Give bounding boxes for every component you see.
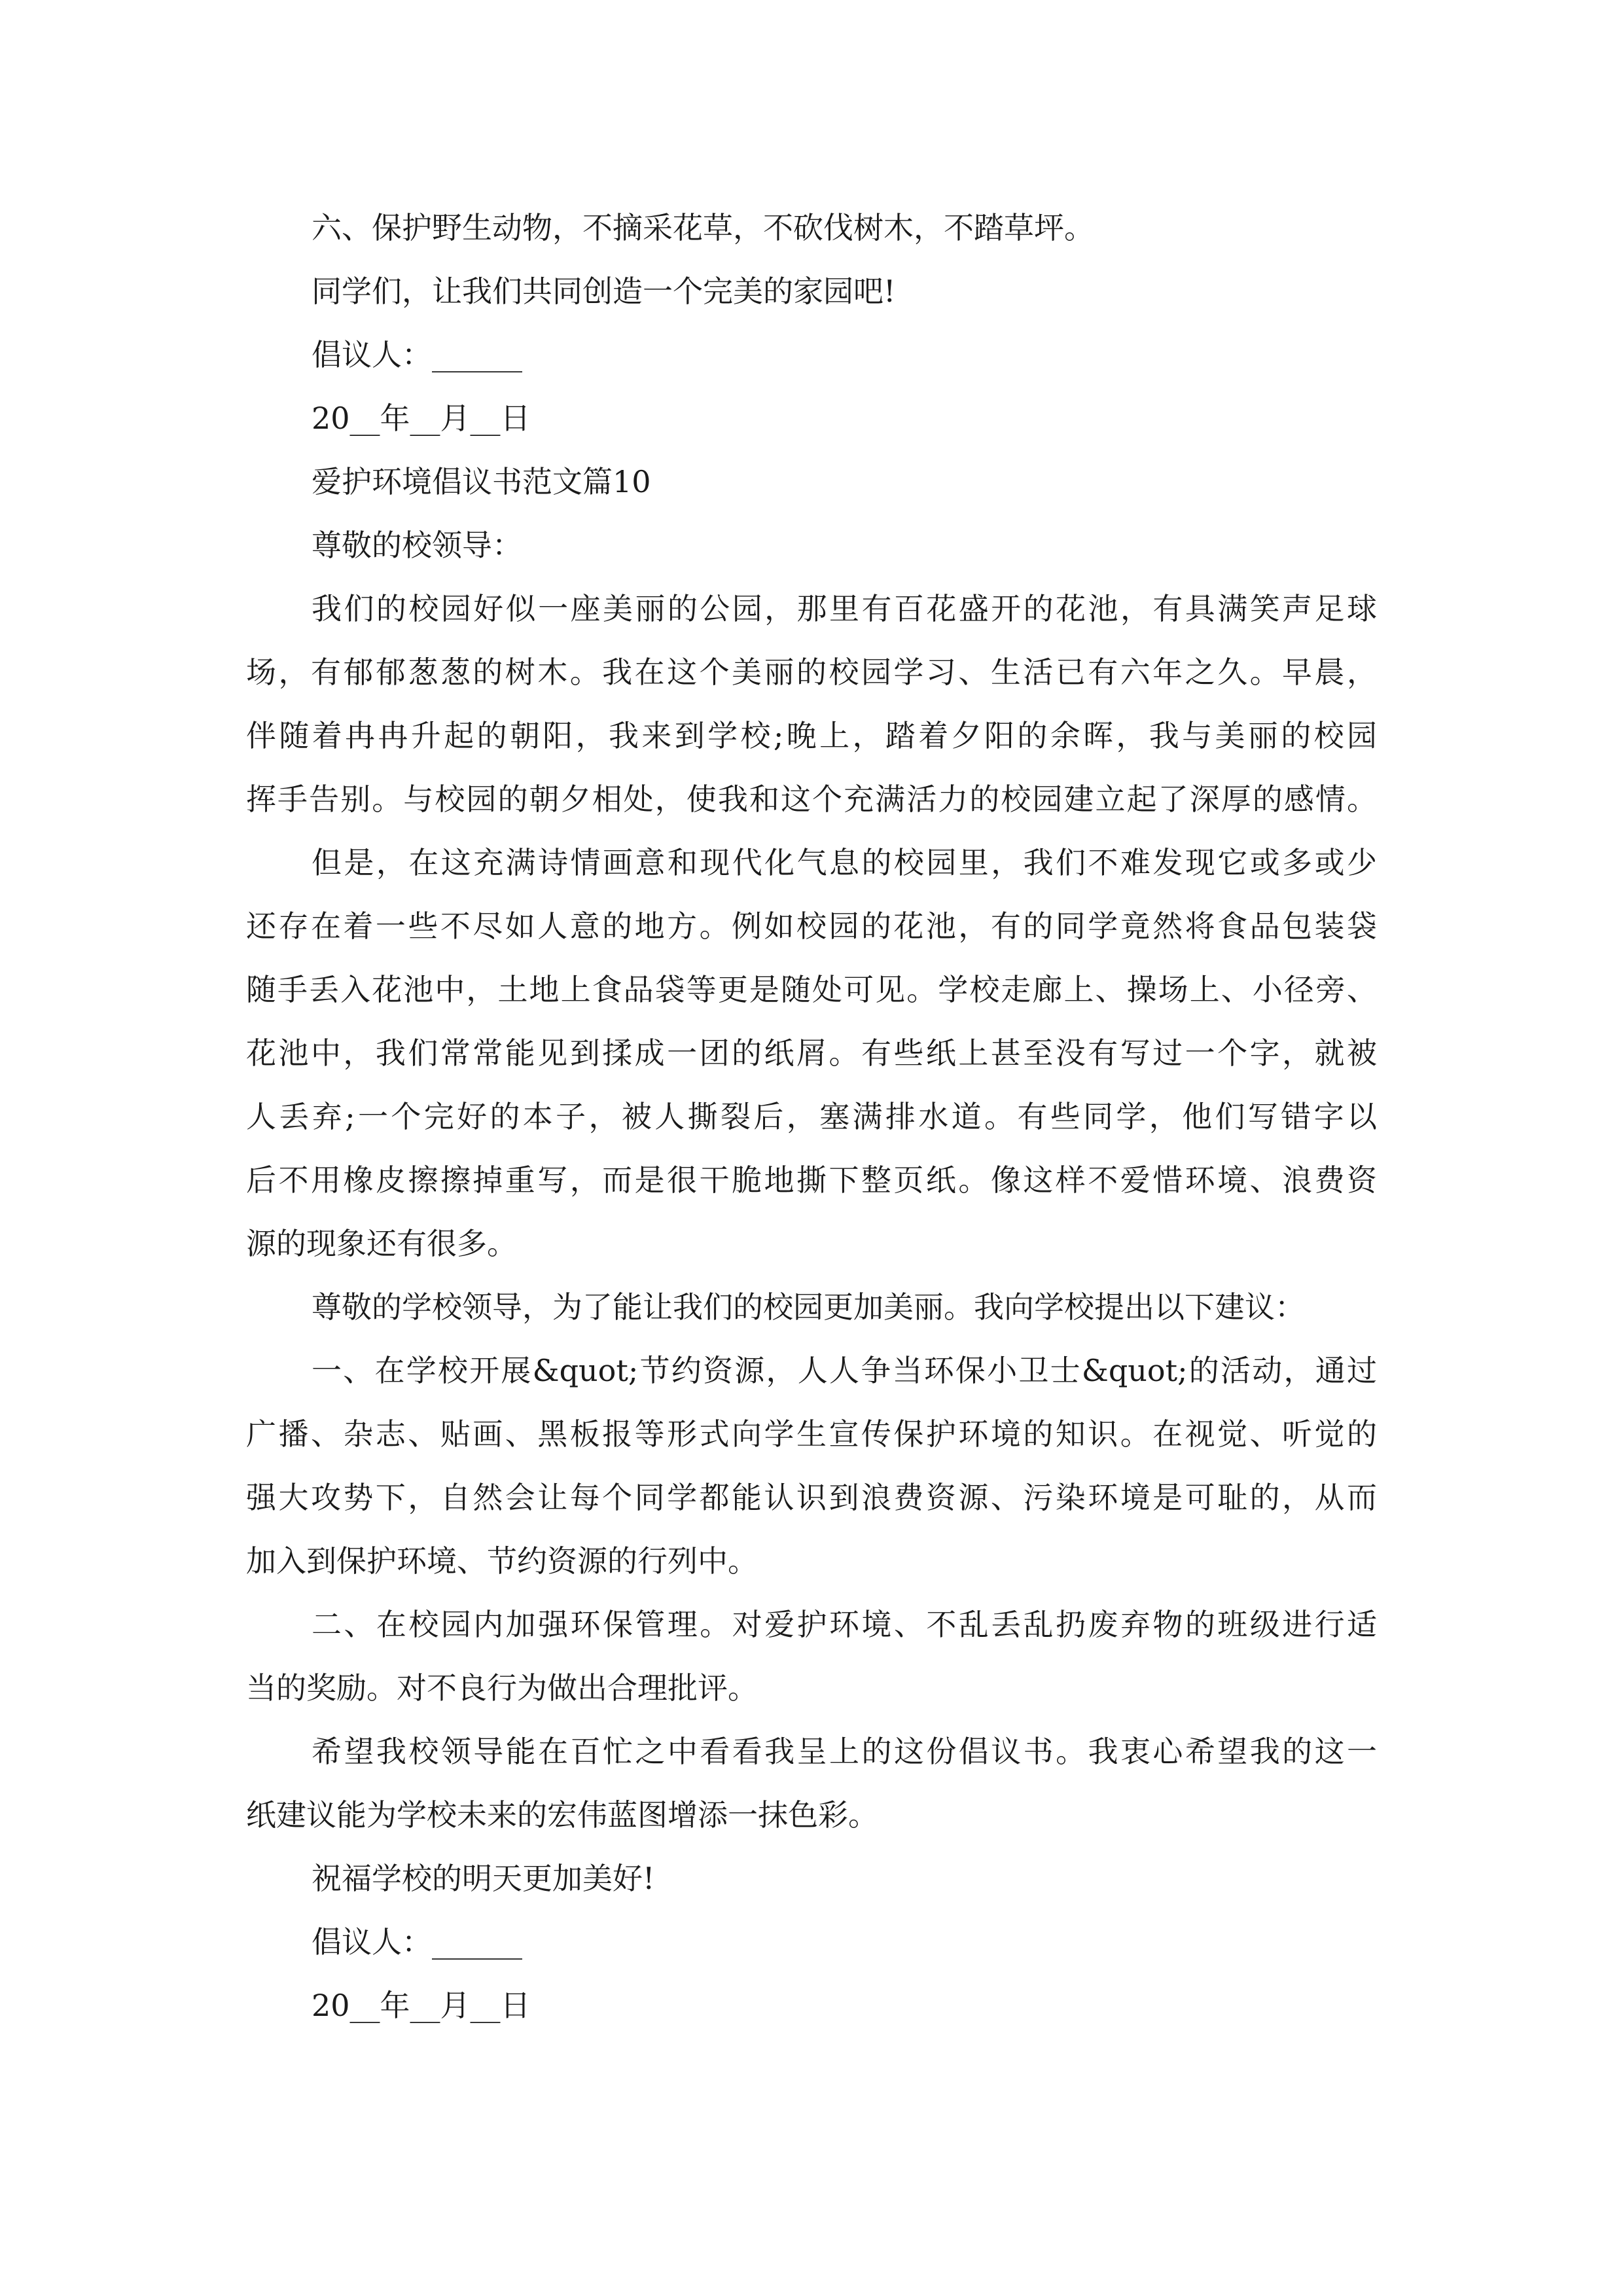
paragraph-line: 我们的校园好似一座美丽的公园，那里有百花盛开的花池，有具满笑声足球 (312, 591, 1377, 626)
date-line: 20__年__月__日 (312, 1988, 531, 2023)
paragraph-line: 挥手告别。与校园的朝夕相处，使我和这个充满活力的校园建立起了深厚的感情。 (246, 781, 1377, 817)
paragraph-line: 当的奖励。对不良行为做出合理批评。 (246, 1670, 758, 1706)
paragraph-line: 源的现象还有很多。 (246, 1226, 517, 1261)
paragraph-line: 加入到保护环境、节约资源的行列中。 (246, 1543, 758, 1579)
paragraph-line: 强大攻势下，自然会让每个同学都能认识到浪费资源、污染环境是可耻的，从而 (246, 1480, 1377, 1515)
paragraph-line: 场，有郁郁葱葱的树木。我在这个美丽的校园学习、生活已有六年之久。早晨， (246, 655, 1377, 690)
signature-line: 倡议人：______ (312, 1924, 522, 1960)
paragraph-line: 但是，在这充满诗情画意和现代化气息的校园里，我们不难发现它或多或少 (312, 845, 1377, 880)
text-line: 同学们，让我们共同创造一个完美的家园吧! (312, 274, 896, 309)
paragraph-line: 一、在学校开展&quot;节约资源，人人争当环保小卫士&quot;的活动，通过 (312, 1353, 1377, 1388)
paragraph-line: 广播、杂志、贴画、黑板报等形式向学生宣传保护环境的知识。在视觉、听觉的 (246, 1416, 1377, 1452)
text-line: 六、保护野生动物，不摘采花草，不砍伐树木，不踏草坪。 (312, 210, 1094, 245)
paragraph-line: 人丢弃;一个完好的本子，被人撕裂后，塞满排水道。有些同学，他们写错字以 (246, 1099, 1377, 1134)
paragraph-line: 后不用橡皮擦擦掉重写，而是很干脆地撕下整页纸。像这样不爱惜环境、浪费资 (246, 1162, 1377, 1198)
paragraph-line: 纸建议能为学校未来的宏伟蓝图增添一抹色彩。 (246, 1797, 878, 1833)
signature-line: 倡议人：______ (312, 337, 522, 372)
closing-line: 祝福学校的明天更加美好! (312, 1861, 655, 1896)
salutation: 尊敬的校领导： (312, 528, 522, 563)
paragraph-line: 尊敬的学校领导，为了能让我们的校园更加美丽。我向学校提出以下建议： (312, 1289, 1305, 1325)
paragraph-line: 随手丢入花池中，土地上食品袋等更是随处可见。学校走廊上、操场上、小径旁、 (246, 972, 1377, 1007)
paragraph-line: 希望我校领导能在百忙之中看看我呈上的这份倡议书。我衷心希望我的这一 (312, 1734, 1377, 1769)
paragraph-line: 伴随着冉冉升起的朝阳，我来到学校;晚上，踏着夕阳的余晖，我与美丽的校园 (246, 718, 1377, 753)
paragraph-line: 花池中，我们常常能见到揉成一团的纸屑。有些纸上甚至没有写过一个字，就被 (246, 1035, 1377, 1071)
paragraph-line: 还存在着一些不尽如人意的地方。例如校园的花池，有的同学竟然将食品包装袋 (246, 908, 1377, 944)
date-line: 20__年__月__日 (312, 401, 531, 436)
section-title: 爱护环境倡议书范文篇10 (312, 464, 651, 499)
paragraph-line: 二、在校园内加强环保管理。对爱护环境、不乱丢乱扔废弃物的班级进行适 (312, 1607, 1377, 1642)
